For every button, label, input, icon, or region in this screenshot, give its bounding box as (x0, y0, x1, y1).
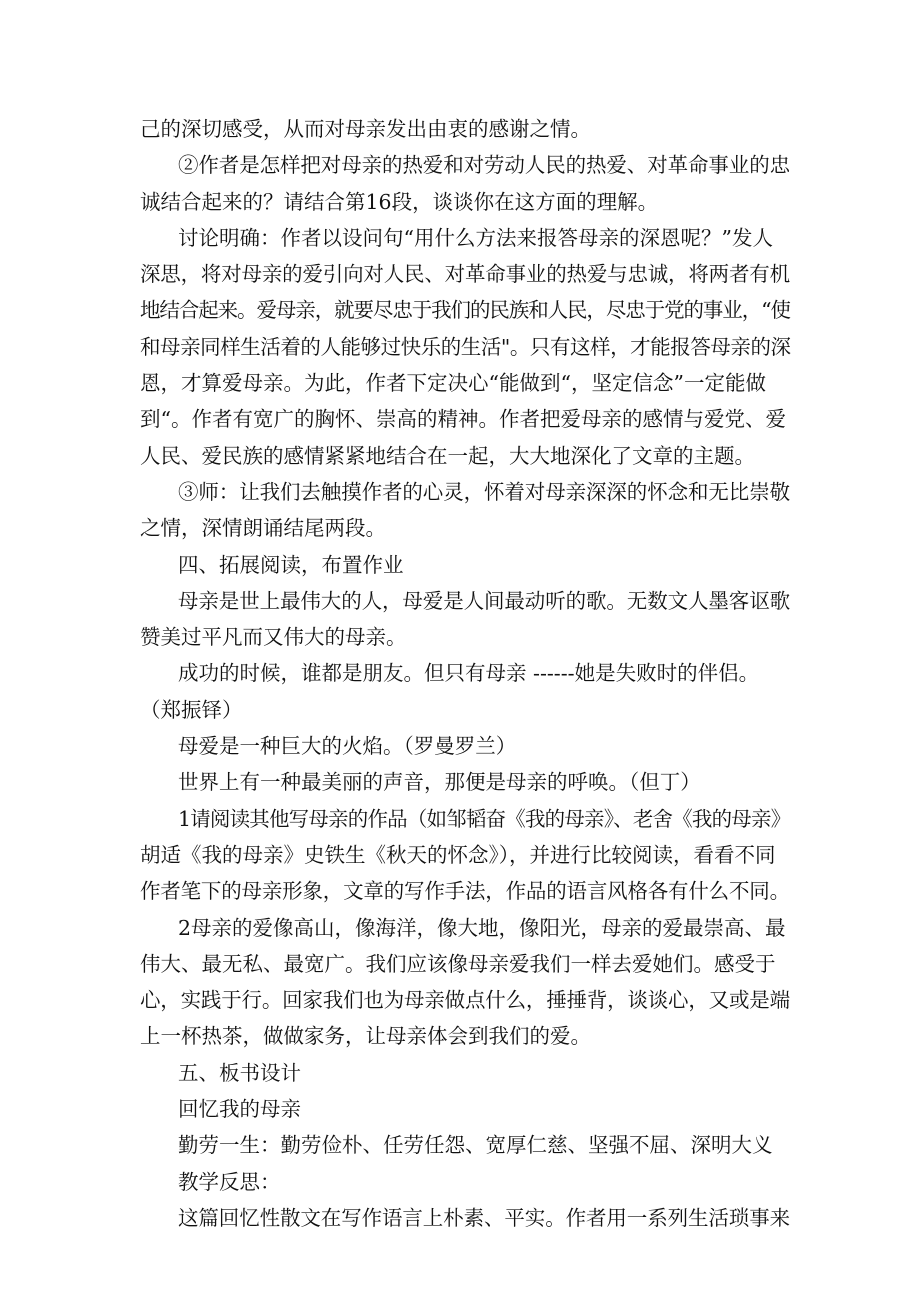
text-line: ②作者是怎样把对母亲的热爱和对劳动人民的热爱、对革命事业的忠 (178, 153, 790, 178)
text-line: 胡适《我的母亲》史铁生《秋天的怀念》），并进行比较阅读，看看不同 (140, 842, 776, 867)
text-line: 1请阅读其他写母亲的作品（如邹韬奋《我的母亲》、老舍《我的母亲》 (178, 806, 791, 831)
text-line: 伟大、最无私、最宽广。我们应该像母亲爱我们一样去爱她们。感受于 (140, 951, 776, 976)
text-line: 勤劳一生：勤劳俭朴、任劳任怨、宽厚仁慈、坚强不屈、深明大义 (178, 1133, 773, 1158)
text-line: 讨论明确：作者以设问句“用什么方法来报答母亲的深恩呢？”发人 (178, 225, 773, 250)
text-line: 和母亲同样生活着的人能够过快乐的生活"。只有这样，才能报答母亲的深 (140, 334, 791, 359)
text-line: 教学反思： (178, 1169, 281, 1194)
text-line: 恩，才算爱母亲。为此，作者下定决心“能做到“，坚定信念”一定能做 (140, 371, 766, 396)
text-line: 四、拓展阅读，布置作业 (178, 552, 404, 577)
text-line: 母爱是一种巨大的火焰。（罗曼罗兰） (178, 734, 517, 759)
text-line: 作者笔下的母亲形象，文章的写作手法，作品的语言风格各有什么不同。 (140, 879, 790, 904)
document-body (140, 111, 790, 1236)
text-line: 世界上有一种最美丽的声音，那便是母亲的呼唤。（但丁） (178, 770, 701, 795)
text-line: 诚结合起来的？请结合第16段，谈谈你在这方面的理解。 (140, 189, 659, 214)
text-line: 赞美过平凡而又伟大的母亲。 (140, 625, 407, 650)
text-line: 之情，深情朗诵结尾两段。 (140, 516, 386, 541)
text-line: 心，实践于行。回家我们也为母亲做点什么，捶捶背，谈谈心，又或是端 (140, 988, 790, 1013)
text-line: ③师：让我们去触摸作者的心灵，怀着对母亲深深的怀念和无比崇敬 (178, 479, 790, 504)
text-line: 地结合起来。爱母亲，就要尽忠于我们的民族和人民，尽忠于党的事业，“使 (140, 298, 790, 323)
text-line: 上一杯热茶，做做家务，让母亲体会到我们的爱。 (140, 1024, 591, 1049)
text-line: 五、板书设计 (178, 1060, 301, 1085)
text-line: 回忆我的母亲 (178, 1097, 301, 1122)
text-line: 母亲是世上最伟大的人，母爱是人间最动听的歌。无数文人墨客讴歌 (178, 588, 790, 613)
text-line: 己的深切感受，从而对母亲发出由衷的感谢之情。 (140, 117, 591, 141)
text-line: 到“。作者有宽广的胸怀、崇高的精神。作者把爱母亲的感情与爱党、爱 (140, 407, 786, 432)
text-line: （郑振铎） (140, 697, 243, 722)
text-line: 深思，将对母亲的爱引向对人民、对革命事业的热爱与忠诚，将两者有机 (140, 262, 790, 287)
text-line: 人民、爱民族的感情紧紧地结合在一起，大大地深化了文章的主题。 (140, 443, 755, 468)
text-line: 2母亲的爱像高山，像海洋，像大地，像阳光，母亲的爱最崇高、最 (178, 915, 786, 940)
text-line: 成功的时候，谁都是朋友。但只有母亲 ------她是失败时的伴侣。 (178, 661, 760, 686)
text-line: 这篇回忆性散文在写作语言上朴素、平实。作者用一系列生活琐事来 (178, 1205, 790, 1230)
